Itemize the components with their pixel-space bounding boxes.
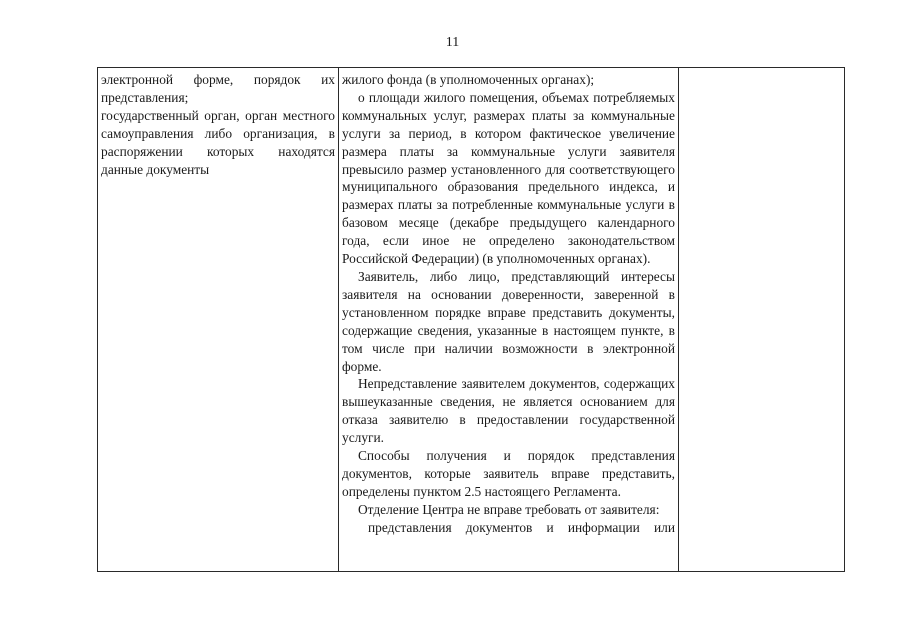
cell-paragraph: Отделение Центра не вправе требовать от заявителя: bbox=[358, 501, 660, 517]
regulation-table bbox=[97, 67, 845, 572]
cell-paragraph: Заявитель, либо лицо, представляющий интересы заявителя на основании доверенности, заверенной в установленном порядке вправе представить документы, содержащие сведения, указанные в настоящем пункте, в том числе при наличии возможности в электронной форме. bbox=[342, 268, 675, 374]
cell-paragraph: государственный орган, орган местного самоуправления либо организация, в распоряжении которых находятся данные документы bbox=[101, 107, 335, 177]
cell-paragraph: Способы получения и порядок представления документов, которые заявитель вправе представить, определены пунктом 2.5 настоящего Регламента. bbox=[342, 448, 675, 499]
cell-paragraph: электронной форме, порядок их представления; bbox=[101, 72, 335, 105]
cell-paragraph: жилого фонда (в уполномоченных органах); bbox=[342, 72, 595, 87]
table-cell-empty bbox=[679, 68, 844, 571]
page-number: 11 bbox=[445, 35, 460, 50]
table-cell-requirements bbox=[339, 68, 679, 571]
cell-paragraph: представления документов и информации или bbox=[368, 519, 675, 535]
cell-paragraph: Непредставление заявителем документов, содержащих вышеуказанные сведения, не является основанием для отказа заявителю в предоставлении государственной услуги. bbox=[342, 376, 675, 446]
cell-paragraph: о площади жилого помещения, объемах потребляемых коммунальных услуг, размерах платы за коммунальные услуги за период, в котором фактическое увеличение размера платы за коммунальные услуги заявителя превысило размер установленного для соответствующего муниципального образования предельного индекса, и размерах платы за потребленные коммунальные услуги в базовом месяце (декабре предыдущего календарного года, если иное не определено законодательством Российской Федерации) (в уполномоченных органах). bbox=[342, 89, 675, 267]
table-cell-documents-source bbox=[98, 68, 339, 571]
